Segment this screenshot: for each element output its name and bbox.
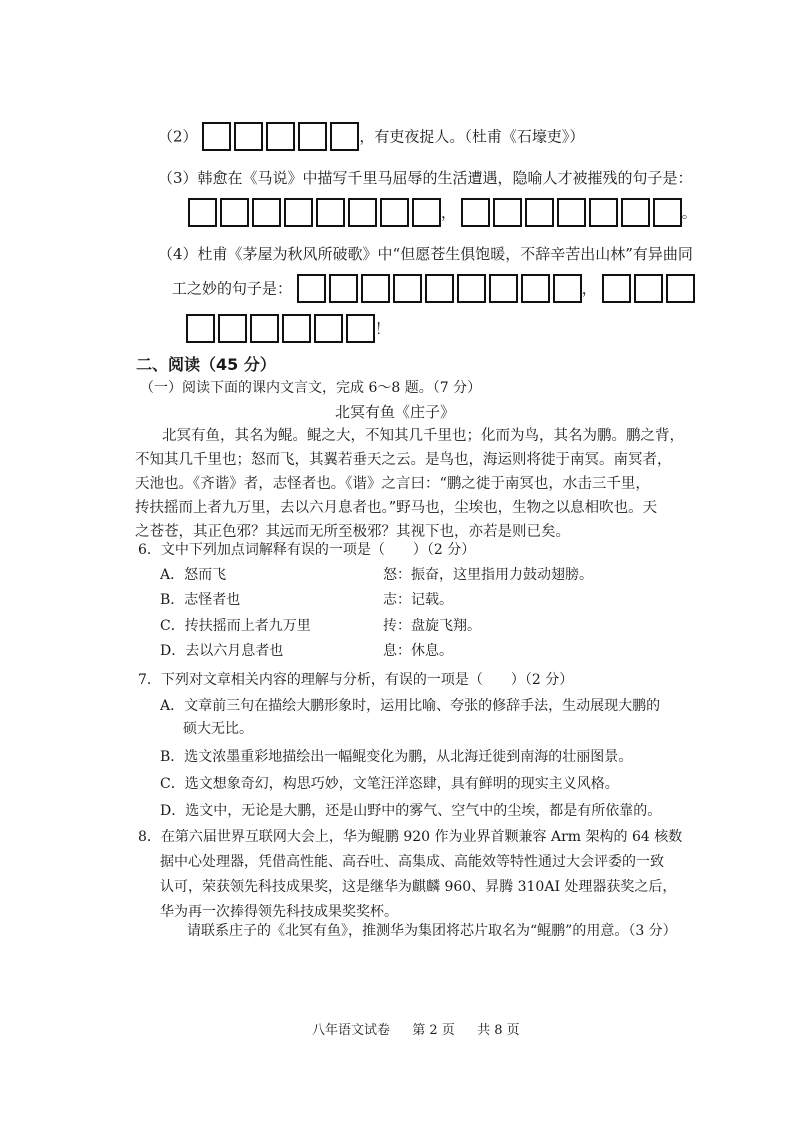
answer-box[interactable] xyxy=(234,122,263,151)
answer-box[interactable] xyxy=(284,198,313,227)
q8-line: 认可，荣获领先科技成果奖，这是继华为麒麟 960、昇腾 310AI 处理器获奖之后， xyxy=(160,879,677,895)
q3-question: （3）韩愈在《马说》中描写千里马屈辱的生活遭遇，隐喻人才被摧残的句子是： xyxy=(158,169,693,187)
footer xyxy=(312,1019,520,1038)
q4-answer-line-1 xyxy=(172,274,695,303)
answer-box[interactable] xyxy=(330,122,359,151)
answer-box[interactable] xyxy=(202,122,231,151)
q3-separator: ， xyxy=(441,203,457,222)
footer-total-pages: 共 8 页 xyxy=(477,1023,520,1038)
answer-box[interactable] xyxy=(425,274,454,303)
passage-line: 不知其几千里也；怒而飞，其翼若垂天之云。是鸟也，海运则将徙于南冥。南冥者， xyxy=(135,452,672,468)
answer-box[interactable] xyxy=(553,274,582,303)
q4-answer-line-2 xyxy=(186,314,390,343)
q4-question: （4）杜甫《茅屋为秋风所破歌》中“但愿苍生俱饱暖，不辞辛苦出山林”有异曲同 xyxy=(158,245,693,263)
q6-stem: 6．文中下列加点词解释有误的一项是（ ）（2 分） xyxy=(138,542,476,558)
answer-box[interactable] xyxy=(602,274,631,303)
q7-option-a: A．文章前三句在描绘大鹏形象时，运用比喻、夸张的修辞手法，生动展现大鹏的 xyxy=(160,698,661,714)
q4-end: ！ xyxy=(375,319,391,338)
answer-box[interactable] xyxy=(252,198,281,227)
q7-option-b: B．选文浓墨重彩地描绘出一幅鲲变化为鹏，从北海迁徙到南海的壮丽图景。 xyxy=(160,749,633,765)
answer-box[interactable] xyxy=(250,314,279,343)
q8-line: 据中心处理器，凭借高性能、高吞吐、高集成、高能效等特性通过大会评委的一致 xyxy=(160,854,664,870)
q3-answer-line xyxy=(188,198,697,227)
passage-line: 天池也。《齐谐》者，志怪者也。《谐》之言曰：“鹏之徙于南冥也，水击三千里， xyxy=(135,476,650,492)
answer-box[interactable] xyxy=(493,198,522,227)
answer-box[interactable] xyxy=(621,198,650,227)
q8-prompt: 请联系庄子的《北冥有鱼》，推测华为集团将芯片取名为“鲲鹏”的用意。（3 分） xyxy=(187,923,677,939)
answer-box[interactable] xyxy=(489,274,518,303)
q6-option-d-label: D．去以六月息者也 xyxy=(160,643,284,659)
answer-box[interactable] xyxy=(457,274,486,303)
q2-answer-boxes[interactable] xyxy=(202,122,359,151)
answer-box[interactable] xyxy=(525,198,554,227)
answer-box[interactable] xyxy=(316,198,345,227)
q6-option-a-explain: 怒：振奋，这里指用力鼓动翅膀。 xyxy=(383,567,593,583)
footer-page-number: 第 2 页 xyxy=(412,1023,455,1038)
q8-line: 8．在第六届世界互联网大会上，华为鲲鹏 920 作为业界首颗兼容 Arm 架构的 64 核数 xyxy=(138,829,683,845)
q3-answer-boxes-1[interactable] xyxy=(188,198,441,227)
answer-box[interactable] xyxy=(188,198,217,227)
answer-box[interactable] xyxy=(653,198,682,227)
answer-box[interactable] xyxy=(348,198,377,227)
passage-title: 北冥有鱼《庄子》 xyxy=(334,403,455,421)
q6-option-c-explain: 抟：盘旋飞翔。 xyxy=(383,618,481,634)
answer-box[interactable] xyxy=(266,122,295,151)
q7-option-a-cont: 硕大无比。 xyxy=(183,721,253,737)
answer-box[interactable] xyxy=(298,122,327,151)
answer-box[interactable] xyxy=(186,314,215,343)
answer-box[interactable] xyxy=(282,314,311,343)
answer-box[interactable] xyxy=(220,198,249,227)
q2-number: （2） xyxy=(158,127,198,146)
answer-box[interactable] xyxy=(346,314,375,343)
q4-answer-boxes-2[interactable] xyxy=(602,274,695,303)
q6-option-b-explain: 志：记载。 xyxy=(383,592,453,608)
part-instruction: （一）阅读下面的课内文言文，完成 6～8 题。（7 分） xyxy=(140,380,482,396)
q6-option-b-label: B．志怪者也 xyxy=(160,592,241,608)
footer-exam-title: 八年语文试卷 xyxy=(312,1023,391,1038)
q2-line xyxy=(158,122,584,151)
passage-line: 北冥有鱼，其名为鲲。鲲之大，不知其几千里也；化而为鸟，其名为鹏。鹏之背， xyxy=(162,428,684,444)
section-heading: 二、阅读（45 分） xyxy=(136,355,276,374)
answer-box[interactable] xyxy=(380,198,409,227)
answer-box[interactable] xyxy=(521,274,550,303)
passage-line: 抟扶摇而上者九万里，去以六月息者也。”野马也，尘埃也，生物之以息相吹也。天 xyxy=(135,500,658,516)
q2-text: ，有吏夜捉人。（杜甫《石壕吏》） xyxy=(359,127,585,146)
q3-end: 。 xyxy=(681,203,697,222)
q4-prefix: 工之妙的句子是： xyxy=(172,279,293,298)
answer-box[interactable] xyxy=(589,198,618,227)
q7-stem: 7．下列对文章相关内容的理解与分析，有误的一项是（ ）（2 分） xyxy=(138,672,574,688)
q4-separator: ， xyxy=(581,279,597,298)
answer-box[interactable] xyxy=(461,198,490,227)
passage-line: 之苍苍，其正色邪？其远而无所至极邪？其视下也，亦若是则已矣。 xyxy=(135,524,570,540)
answer-box[interactable] xyxy=(393,274,422,303)
answer-box[interactable] xyxy=(314,314,343,343)
q4-answer-boxes-1[interactable] xyxy=(297,274,582,303)
answer-box[interactable] xyxy=(634,274,663,303)
answer-box[interactable] xyxy=(557,198,586,227)
answer-box[interactable] xyxy=(329,274,358,303)
answer-box[interactable] xyxy=(218,314,247,343)
answer-box[interactable] xyxy=(666,274,695,303)
answer-box[interactable] xyxy=(412,198,441,227)
answer-box[interactable] xyxy=(361,274,390,303)
q7-option-d: D．选文中，无论是大鹏，还是山野中的雾气、空气中的尘埃，都是有所依靠的。 xyxy=(160,803,662,819)
answer-box[interactable] xyxy=(297,274,326,303)
q6-option-d-explain: 息：休息。 xyxy=(383,643,453,659)
q4-answer-boxes-3[interactable] xyxy=(186,314,375,343)
q6-option-a-label: A．怒而飞 xyxy=(160,567,227,583)
q7-option-c: C．选文想象奇幻，构思巧妙，文笔汪洋恣肆，具有鲜明的现实主义风格。 xyxy=(160,776,619,792)
q6-option-c-label: C．抟扶摇而上者九万里 xyxy=(160,618,311,634)
q8-line: 华为再一次捧得领先科技成果奖奖杯。 xyxy=(160,904,398,920)
q3-answer-boxes-2[interactable] xyxy=(461,198,682,227)
